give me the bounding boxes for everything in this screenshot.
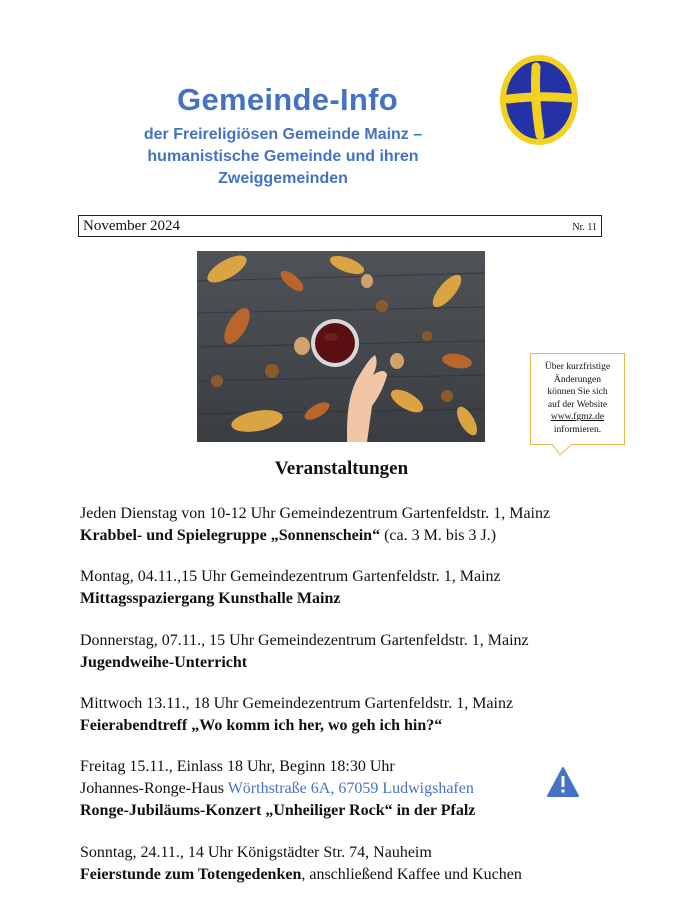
event-name: Feierstunde zum Totengedenken — [80, 866, 302, 883]
event-name: Ronge-Jubiläums-Konzert „Unheiliger Rock“ in der Pfalz — [80, 802, 476, 819]
event-name: Jugendweihe-Unterricht — [80, 654, 248, 671]
event-name: Krabbel- und Spielegruppe „Sonnenschein“ — [80, 527, 381, 544]
subtitle-line: der Freireligiösen Gemeinde Mainz – — [143, 126, 423, 143]
event-when: Sonntag, 24.11., 14 Uhr Königstädter Str. 74, Nauheim — [80, 844, 432, 861]
issue-bar — [78, 215, 602, 237]
event-item — [80, 693, 513, 737]
event-name: Mittagsspaziergang Kunsthalle Mainz — [80, 590, 341, 607]
section-title: Veranstaltungen — [274, 458, 409, 479]
event-item — [80, 756, 475, 822]
autumn-tea-photo — [197, 251, 485, 442]
event-extra: (ca. 3 M. bis 3 J.) — [380, 527, 497, 544]
subtitle — [118, 124, 448, 190]
subtitle-line: Zweiggemeinden — [218, 170, 348, 187]
event-name: Feierabendtreff „Wo komm ich her, wo geh ich hin?“ — [80, 717, 443, 734]
event-venue: Johannes-Ronge-Haus — [80, 780, 228, 797]
issue-number: Nr. 11 — [572, 222, 597, 233]
issue-month: November 2024 — [83, 218, 181, 234]
callout-tail — [552, 444, 572, 456]
warning-icon — [546, 766, 580, 798]
event-extra: , anschließend Kaffee und Kuchen — [301, 866, 522, 883]
event-when: Donnerstag, 07.11., 15 Uhr Gemeindezentrum Gartenfeldstr. 1, Mainz — [80, 632, 529, 649]
event-when: Montag, 04.11.,15 Uhr Gemeindezentrum Gartenfeldstr. 1, Mainz — [80, 568, 501, 585]
event-item — [80, 566, 501, 610]
website-link[interactable]: www.fgmz.de — [550, 412, 605, 423]
event-address-link[interactable]: Wörthstraße 6A, 67059 Ludwigshafen — [227, 780, 474, 797]
event-item — [80, 842, 522, 886]
callout-line: können Sie sich — [547, 387, 608, 398]
event-when: Freitag 15.11., Einlass 18 Uhr, Beginn 18:30 Uhr — [80, 758, 395, 775]
callout-line: Über kurzfristige — [544, 362, 611, 372]
event-when: Jeden Dienstag von 10-12 Uhr Gemeindezentrum Gartenfeldstr. 1, Mainz — [80, 505, 551, 522]
info-callout — [530, 353, 625, 445]
cross-circle-logo — [500, 55, 578, 145]
callout-line: informieren. — [553, 424, 602, 435]
callout-line: auf der Website — [547, 399, 608, 410]
page-title: Gemeinde-Info — [177, 82, 398, 117]
event-when: Mittwoch 13.11., 18 Uhr Gemeindezentrum Gartenfeldstr. 1, Mainz — [80, 695, 514, 712]
event-item — [80, 630, 529, 674]
event-item — [80, 503, 550, 547]
callout-line: Änderungen — [554, 374, 601, 385]
subtitle-line: humanistische Gemeinde und ihren — [147, 148, 419, 165]
